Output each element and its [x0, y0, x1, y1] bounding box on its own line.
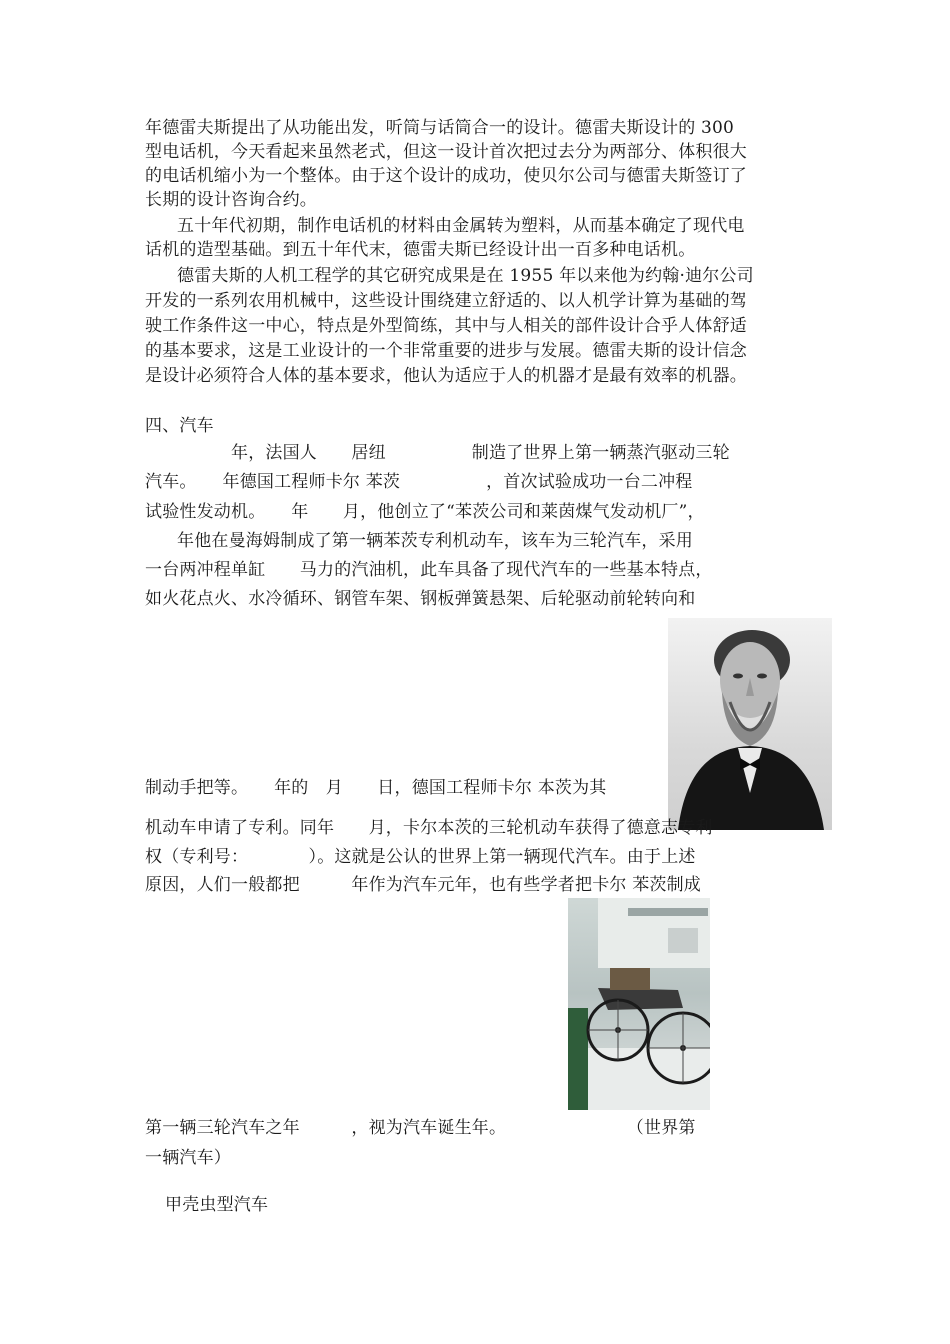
- text-line: 型电话机，今天看起来虽然老式，但这一设计首次把过去分为两部分、体积很大: [145, 142, 747, 162]
- text-line: 权（专利号： ）。这就是公认的世界上第一辆现代汽车。由于上述: [145, 847, 696, 867]
- text-line: 话机的造型基础。到五十年代末，德雷夫斯已经设计出一百多种电话机。: [145, 240, 696, 260]
- text-line: 汽车。 年德国工程师卡尔 苯茨 ，首次试验成功一台二冲程: [145, 472, 693, 492]
- text-line: 长期的设计咨询合约。: [145, 190, 317, 210]
- subheading: 甲壳虫型汽车: [165, 1195, 269, 1215]
- text-line: 年，法国人 居纽 制造了世界上第一辆蒸汽驱动三轮: [231, 443, 730, 463]
- text-line: 的基本要求，这是工业设计的一个非常重要的进步与发展。德雷夫斯的设计信念: [145, 341, 747, 361]
- text-line: 如火花点火、水冷循环、钢管车架、钢板弹簧悬架、后轮驱动前轮转向和: [145, 589, 696, 609]
- portrait-photo: [668, 618, 832, 830]
- text-line: 开发的一系列农用机械中，这些设计围绕建立舒适的、以人机学计算为基础的驾: [145, 291, 747, 311]
- text-line: 驶工作条件这一中心，特点是外型简练，其中与人相关的部件设计合乎人体舒适: [145, 316, 747, 336]
- text-line: 德雷夫斯的人机工程学的其它研究成果是在 1955 年以来他为约翰·迪尔公司: [177, 266, 754, 286]
- first-car-photo: [568, 898, 710, 1110]
- text-line: 年德雷夫斯提出了从功能出发，听筒与话筒合一的设计。德雷夫斯设计的 300: [145, 118, 735, 138]
- section-heading: 四、汽车: [145, 416, 214, 436]
- text-line: 一台两冲程单缸 马力的汽油机，此车具备了现代汽车的一些基本特点，: [145, 560, 713, 580]
- text-line: 原因，人们一般都把 年作为汽车元年，也有些学者把卡尔 苯茨制成: [145, 875, 702, 895]
- text-line: 试验性发动机。 年 月，他创立了“苯茨公司和莱茵煤气发动机厂”，: [145, 502, 705, 522]
- text-line: 一辆汽车）: [145, 1148, 231, 1168]
- text-line: 的电话机缩小为一个整体。由于这个设计的成功，使贝尔公司与德雷夫斯签订了: [145, 166, 747, 186]
- text-line: 第一辆三轮汽车之年 ，视为汽车诞生年。 （世界第: [145, 1118, 696, 1138]
- text-line: 机动车申请了专利。同年 月，卡尔本茨的三轮机动车获得了德意志专利: [145, 818, 713, 838]
- text-line: 年他在曼海姆制成了第一辆苯茨专利机动车，该车为三轮汽车，采用: [177, 531, 693, 551]
- text-line: 五十年代初期，制作电话机的材料由金属转为塑料，从而基本确定了现代电: [177, 216, 745, 236]
- text-line: 是设计必须符合人体的基本要求，他认为适应于人的机器才是最有效率的机器。: [145, 366, 747, 386]
- text-line: 制动手把等。 年的 月 日，德国工程师卡尔 本茨为其: [145, 778, 607, 798]
